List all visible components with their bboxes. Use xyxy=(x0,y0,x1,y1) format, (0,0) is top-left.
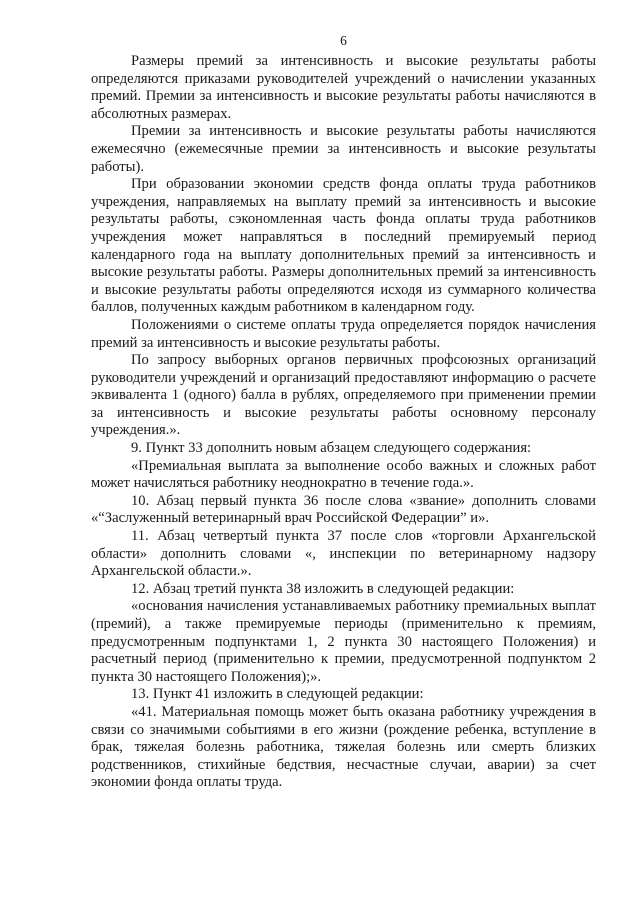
paragraph-item-11: 11. Абзац четвертый пункта 37 после слов «торговли Архангельской области» дополнить словами «, инспекции по ветеринарному надзору Архангельской области.». xyxy=(91,528,596,580)
paragraph-fund-savings: При образовании экономии средств фонда оплаты труда работников учреждения, направляемых на выплату премий за интенсивность и высокие результаты работы, сэкономленная часть фонда оплаты труда работников учреждения может направляться в последний премируемый период календарного года на выплату дополнительных премий за интенсивность и высокие результаты работы. Размеры дополнительных премий за интенсивность и высокие результаты работы определяются исходя из суммарного количества баллов, полученных каждым работником в календарном году. xyxy=(91,176,596,316)
paragraph-premium-sizes: Размеры премий за интенсивность и высокие результаты работы определяются приказами руководителей учреждений о начислении указанных премий. Премии за интенсивность и высокие результаты работы начисляются в абсолютных размерах. xyxy=(91,53,596,122)
paragraph-item-12-text: «основания начисления устанавливаемых работнику премиальных выплат (премий), а также премируемые периоды (применительно к премиям, предусмотренным подпунктами 1, 2 пункта 30 настоящего Положения) и расчетный период (применительно к премии, предусмотренной подпунктом 2 пункта 30 настоящего Положения);». xyxy=(91,598,596,685)
paragraph-item-12: 12. Абзац третий пункта 38 изложить в следующей редакции: xyxy=(131,580,515,597)
paragraph-regulations: Положениями о системе оплаты труда определяется порядок начисления премий за интенсивность и высокие результаты работы. xyxy=(91,316,596,351)
paragraph-item-13-text: «41. Материальная помощь может быть оказана работнику учреждения в связи со значимыми событиями в его жизни (рождение ребенка, вступление в брак, тяжелая болезнь работника, тяжелая болезнь или смерть близких родственников, стихийные бедствия, несчастные случаи, аварии) за счет экономии фонда оплаты труда. xyxy=(91,703,596,791)
document-body xyxy=(91,53,596,792)
paragraph-union-request: По запросу выборных органов первичных профсоюзных организаций руководители учреждений и организаций предоставляют информацию о расчете эквивалента 1 (одного) балла в рублях, определяемого при применении премии за интенсивность и высокие результаты работы основному персоналу учреждения.». xyxy=(91,352,596,439)
paragraph-item-9-text: «Премиальная выплата за выполнение особо важных и сложных работ может начисляться работнику неоднократно в течение года.». xyxy=(91,457,596,492)
paragraph-item-9: 9. Пункт 33 дополнить новым абзацем следующего содержания: xyxy=(131,440,532,457)
paragraph-monthly-premiums: Премии за интенсивность и высокие результаты работы начисляются ежемесячно (ежемесячные премии за интенсивность и высокие результаты работы). xyxy=(91,123,596,175)
paragraph-item-10: 10. Абзац первый пункта 36 после слова «звание» дополнить словами «“Заслуженный ветеринарный врач Российской Федерации” и». xyxy=(91,492,596,527)
page-number: 6 xyxy=(340,33,347,48)
paragraph-item-13: 13. Пункт 41 изложить в следующей редакции: xyxy=(131,686,424,703)
